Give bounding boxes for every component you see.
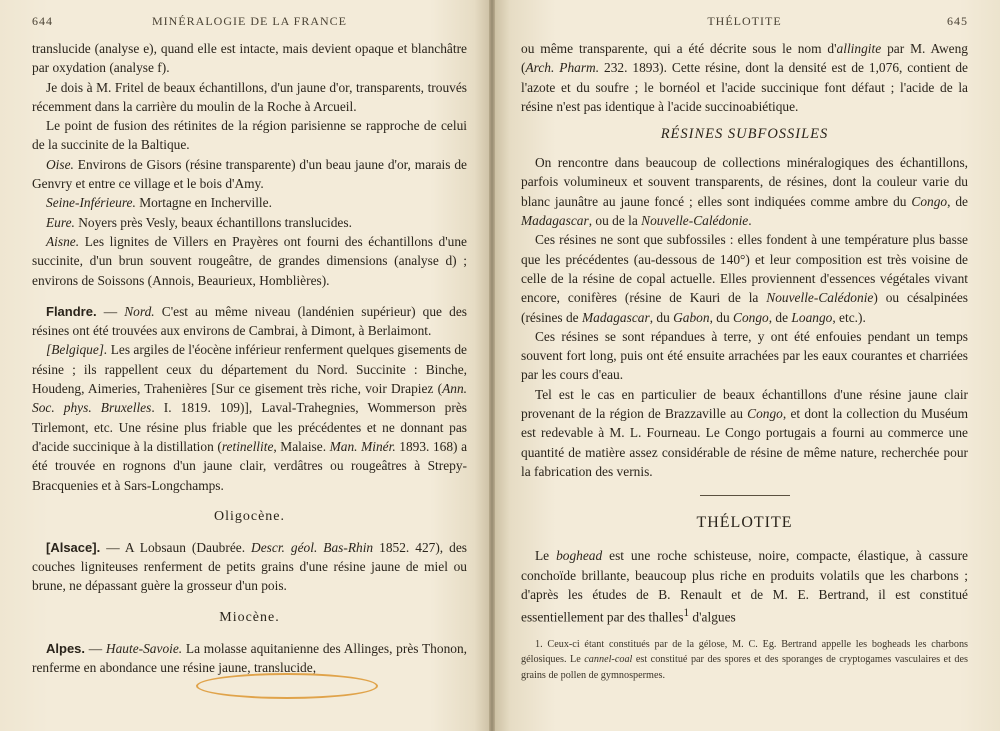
left-paragraph-2: Je dois à M. Fritel de beaux échantillons, d'un jaune d'or, transparents, trouvés récemment dans la carrière du moulin de la Roche à Arcueil.: [32, 79, 467, 114]
entry-belgique-text-2: . I. 1819. 109)], Laval-Trahegnies, Wommerson près Tirlemont, etc. Une résine plus friable que les précédentes et ne donnant pas d'acide succinique à la distillation (: [32, 400, 467, 454]
section-alsace-ref: Descr. géol. Bas-Rhin: [251, 539, 374, 555]
right-p3-e: , de: [768, 309, 792, 325]
left-paragraph-1: translucide (analyse e), quand elle est intacte, mais devient opaque et blanchâtre par oxydation (analyse f).: [32, 41, 467, 76]
right-p3-loango: Loango: [791, 309, 833, 325]
section-alsace-text-1: — A Lobsaun (Daubrée.: [100, 539, 252, 555]
right-p3-congo: Congo: [733, 309, 769, 325]
right-p6-a: Le: [535, 548, 557, 564]
entry-oise-text: Environs de Gisors (résine transparente) d'un beau jaune d'or, marais de Genvry et entre ce village et le bois d'Amy.: [32, 156, 467, 192]
footnote-b: est constitué par des spores et des sporanges de cryptogames vasculaires et des grains de pollen de gymnospermes.: [521, 654, 968, 681]
entry-belgique-text-1: Les argiles de l'éocène inférieur renferment quelques gisements de résine ; ils rappellent ceux du département du Nord. Succinite : Binche, Houdeng, Aimeries, Trahenières [Sur ce gisement très riche, voir Drapiez (: [32, 342, 467, 397]
right-paragraph-6: [521, 546, 968, 627]
heading-resines-subfossiles: RÉSINES SUBFOSSILES: [660, 126, 829, 143]
heading-thelotite: THÉLOTITE: [696, 514, 793, 532]
right-p3-nouvelle-caledonie: Nouvelle-Calédonie: [766, 290, 874, 306]
heading-oligocene: Oligocène.: [213, 508, 286, 524]
right-p3-f: , etc.).: [832, 309, 866, 325]
right-paragraph-2: [521, 153, 968, 230]
right-p2-d: .: [748, 213, 752, 229]
entry-belgique-ref-3: Man. Minér.: [329, 438, 396, 454]
left-page-number: 644: [32, 14, 53, 28]
entry-belgique: [32, 340, 467, 494]
right-paragraph-3: [521, 230, 968, 326]
right-p3-a: Ces résines ne sont que subfossiles : elles fondent à une température plus basse que les précédentes (au-dessous de 140°) et leur composition est très voisine de celle de la résine de copal actuelle. Elles proviennent d'essences végétales vivant encore, conifères (résine de Kauri de la: [521, 232, 968, 306]
heading-miocene: Miocène.: [219, 609, 280, 625]
right-paragraph-4: Ces résines se sont répandues à terre, y ont été enfouies pendant un temps souvent fort long, puis ont été ensuite arrachées par les eaux courantes et charriées par les cours d'eau.: [521, 328, 968, 383]
term-boghead: boghead: [556, 548, 603, 564]
section-flandre-text: C'est au même niveau (landénien supérieur) que des résines ont été trouvées aux environs de Cambrai, à Dimont, à Berlaimont.: [32, 303, 467, 339]
right-p1-ref: Arch. Pharm.: [525, 60, 600, 76]
right-p6-b: est une roche schisteuse, noire, compacte, élastique, à cassure conchoïde brillante, beaucoup plus riche en produits volatils que les charbons ; d'après les études de B. Renault et de M. E. Bertrand, il est constitué essentiellement par des thalles: [521, 548, 968, 625]
section-alsace-text-2: 1852. 427), des couches ligniteuses renferment de petits grains d'une résine jaune de miel ou brune, ne dépassant guère la grosseur d'un pois.: [32, 539, 467, 594]
section-divider: [700, 495, 790, 496]
right-p3-gabon: Gabon: [673, 309, 710, 325]
right-p3-d: , du: [709, 309, 734, 325]
right-p5-b: , et dont la collection du Muséum est redevable à M. L. Fourneau. Le Congo portugais a fourni au commerce une quantité de matière assez considérable de résine de même nature, recherchée pour la fabrication des vernis.: [521, 406, 969, 479]
right-p1-c: 232. 1893). Cette résine, dont la densité est de 1,076, contient de l'azote et du soufre ; le bornéol et l'acide succinique font défaut ; l'acide de la résine n'est pas identique à l'acide succinoabiétique.: [521, 60, 968, 114]
right-p1-b: par M. Aweng (: [521, 41, 968, 76]
section-alpes-label: Alpes.: [46, 640, 86, 656]
section-flandre-label: Flandre.: [46, 303, 97, 319]
section-alpes-dash: —: [85, 640, 106, 656]
footnote: [521, 637, 968, 684]
section-alpes-text: La molasse aquitanienne des Allinges, près Thonon, renferme en abondance une résine jaune, translucide,: [32, 640, 468, 676]
footnote-marker: 1: [683, 607, 690, 620]
right-p2-a: On rencontre dans beaucoup de collections minéralogiques des échantillons, parfois volumineux et souvent transparents, de résines, dont la couleur varie du blanc jaunâtre au jaune foncé ; elles sont indiquées comme ambre du: [521, 155, 968, 209]
entry-belgique-label: [Belgique].: [46, 342, 108, 358]
entry-eure-label: Eure.: [46, 214, 75, 230]
footnote-a: 1. Ceux-ci étant constitués par de la gélose, M. C. Eg. Bertrand appelle les bogheads les charbons gélosiques. Le: [521, 638, 968, 666]
right-p5-a: Tel est le cas en particulier de beaux échantillons d'une résine jaune clair provenant de la région de Brazzaville au: [521, 386, 968, 422]
entry-eure-text: Noyers près Vesly, beaux échantillons translucides.: [74, 214, 352, 230]
entry-aisne-label: Aisne.: [46, 233, 80, 249]
right-p2-b: , de: [947, 193, 968, 209]
term-allingite: allingite: [836, 41, 882, 56]
left-running-head: [32, 14, 467, 32]
section-alsace: [32, 538, 467, 596]
left-running-title: MINÉRALOGIE DE LA FRANCE: [152, 14, 347, 28]
right-page-number: 645: [947, 14, 968, 28]
entry-belgique-ref-1: Ann. Soc. phys. Bruxelles: [32, 381, 467, 416]
entry-seine-label: Seine-Inférieure.: [46, 195, 136, 211]
right-paragraph-1: [521, 39, 968, 116]
right-p2-madagascar: Madagascar: [521, 213, 589, 229]
right-p3-madagascar: Madagascar: [581, 309, 650, 325]
right-running-title: THÉLOTITE: [707, 14, 782, 28]
section-flandre: [32, 302, 467, 341]
right-p2-congo: Congo: [911, 193, 948, 209]
right-page: [495, 0, 1000, 731]
section-flandre-nord: Nord.: [124, 303, 155, 319]
right-p2-nouvelle-caledonie: Nouvelle-Calédonie: [641, 213, 749, 229]
left-paragraph-3: Le point de fusion des rétinites de la région parisienne se rapproche de celui de la succinite de la Baltique.: [32, 118, 467, 153]
right-p3-b: ) ou césalpinées (résines de: [521, 290, 968, 325]
section-alsace-label: [Alsace].: [46, 539, 101, 555]
right-p3-c: , du: [649, 309, 674, 325]
entry-belgique-ref-2: retinellite: [221, 438, 274, 454]
left-page: [0, 0, 489, 731]
right-running-head: [521, 14, 968, 32]
entry-aisne-text: Les lignites de Villers en Prayères ont fourni des échantillons d'une succinite, d'un brun souvent rougeâtre, de grandes dimensions (analyse d) ; environs de Soissons (Annois, Beaurieux, Homblières).: [32, 233, 467, 288]
section-flandre-dash: —: [96, 303, 125, 319]
entry-aisne: [32, 232, 467, 290]
entry-belgique-text-3: , Malaise.: [273, 438, 330, 454]
section-alpes-place: Haute-Savoie.: [105, 640, 183, 656]
entry-seine-inferieure: [32, 193, 467, 212]
entry-seine-text: Mortagne en Incherville.: [135, 195, 272, 211]
entry-oise-label: Oise.: [46, 156, 74, 172]
entry-eure: [32, 213, 467, 232]
right-p6-c: d'algues: [689, 609, 736, 625]
entry-belgique-text-4: 1893. 168) a été trouvée en rognons d'un jaune clair, verdâtres ou rougeâtres à Strepy-Bracquenies et à Sars-Longchamps.: [32, 438, 468, 493]
right-p1-a: ou même transparente, qui a été décrite sous le nom d': [521, 41, 837, 56]
right-p2-c: , ou de la: [588, 213, 642, 229]
entry-oise: [32, 155, 467, 194]
term-cannel-coal: cannel-coal: [584, 654, 633, 666]
section-alpes: [32, 639, 467, 678]
right-paragraph-5: [521, 385, 968, 481]
right-p5-congo: Congo: [747, 406, 783, 422]
